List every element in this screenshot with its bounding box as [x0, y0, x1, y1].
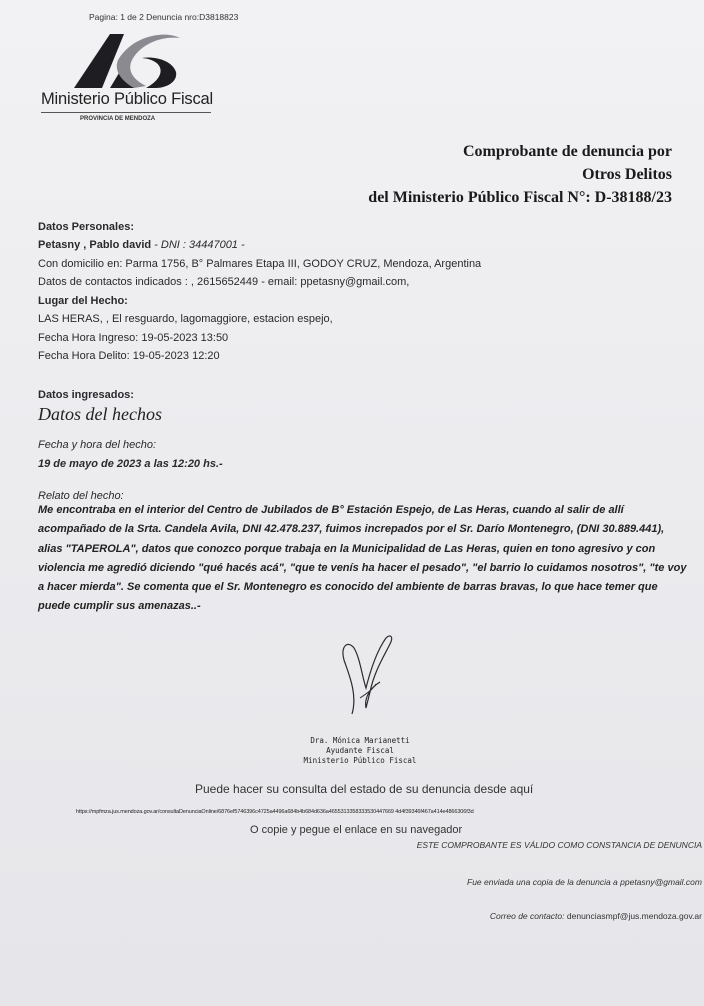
copy-instructions: O copie y pegue el enlace en su navegador [250, 824, 463, 836]
doc-title-line2: Otros Delitos [582, 166, 672, 183]
signature-icon [330, 632, 410, 722]
signatory-block [290, 736, 430, 766]
page-info: Pagina: 1 de 2 Denuncia nro:D3818823 [89, 12, 239, 22]
consult-link[interactable]: https://mpfmza.jus.mendoza.gov.ar/consultaDenunciaOnline/6876ef5746396c4725a4496a684b4b684d636a4655313358333530447669 4d4f39346f467a414e4866306f3d [76, 809, 474, 815]
event-date-label: Fecha y hora del hecho: [38, 439, 157, 451]
personal-heading: Datos Personales: [38, 221, 134, 233]
doc-title-line1: Comprobante de denuncia por [462, 143, 672, 160]
header-divider [41, 112, 211, 113]
place-heading: Lugar del Hecho: [38, 295, 128, 307]
facts-subtitle: Datos del hechos [38, 404, 162, 424]
contact-info: Datos de contactos indicados : , 2615652449 - email: ppetasny@gmail.com, [38, 276, 410, 288]
account-label: Relato del hecho: [38, 490, 124, 502]
account-text: Me encontraba en el interior del Centro de Jubilados de B° Estación Espejo, de Las Heras, cuando al salir de allí acompañado de la Srta. Candela Avila, DNI 42.478.237, fuimos increpados por el Sr. Darío Montenegro, (DNI 30.889.441), alias "TAPEROLA", datos que conozco porque trabaja en la Municipalidad de Las Heras, quien en tono agresivo y con violencia me agredió diciendo "qué hacés acá", "que te venís ha hacer el pesado", "el barrio lo cuidamos nosotros", "te voy a hacer mierda". Se comenta que el Sr. Montenegro es conocido del ambiente de barras bravas, lo que hace temer que puede cumplir sus amenazas..- [38, 504, 687, 613]
complainant-dni: - DNI : 34447001 - [151, 239, 245, 251]
offense-datetime: Fecha Hora Delito: 19-05-2023 12:20 [38, 350, 220, 362]
place-of-event: LAS HERAS, , El resguardo, lagomaggiore, estacion espejo, [38, 313, 333, 325]
signatory-org: Ministerio Público Fiscal [303, 756, 417, 765]
entered-data-heading: Datos ingresados: [38, 389, 134, 401]
contact-email-line [490, 911, 702, 921]
complainant-line [38, 236, 245, 255]
copy-sent-note: Fue enviada una copia de la denuncia a ppetasny@gmail.com [467, 877, 702, 887]
doc-title-line3: del Ministerio Público Fiscal N°: D-38188/23 [368, 189, 672, 206]
address: Con domicilio en: Parma 1756, B° Palmares Etapa III, GODOY CRUZ, Mendoza, Argentina [38, 258, 482, 270]
complainant-name: Petasny , Pablo david [38, 239, 152, 251]
validity-note: ESTE COMPROBANTE ES VÁLIDO COMO CONSTANCIA DE DENUNCIA [416, 840, 702, 850]
ministry-logo-icon [72, 30, 182, 92]
consult-text: Puede hacer su consulta del estado de su denuncia desde aquí [195, 782, 534, 796]
entry-datetime: Fecha Hora Ingreso: 19-05-2023 13:50 [38, 332, 229, 344]
event-date-value: 19 de mayo de 2023 a las 12:20 hs.- [38, 458, 223, 470]
contact-email-label: Correo de contacto: [489, 911, 565, 921]
province-label: PROVINCIA DE MENDOZA [80, 116, 156, 122]
org-name: Ministerio Público Fiscal [41, 90, 213, 108]
contact-email-link[interactable]: denunciasmpf@jus.mendoza.gov.ar [566, 911, 702, 921]
signatory-name: Dra. Mónica Marianetti [310, 736, 410, 745]
signatory-role: Ayudante Fiscal [326, 746, 394, 755]
